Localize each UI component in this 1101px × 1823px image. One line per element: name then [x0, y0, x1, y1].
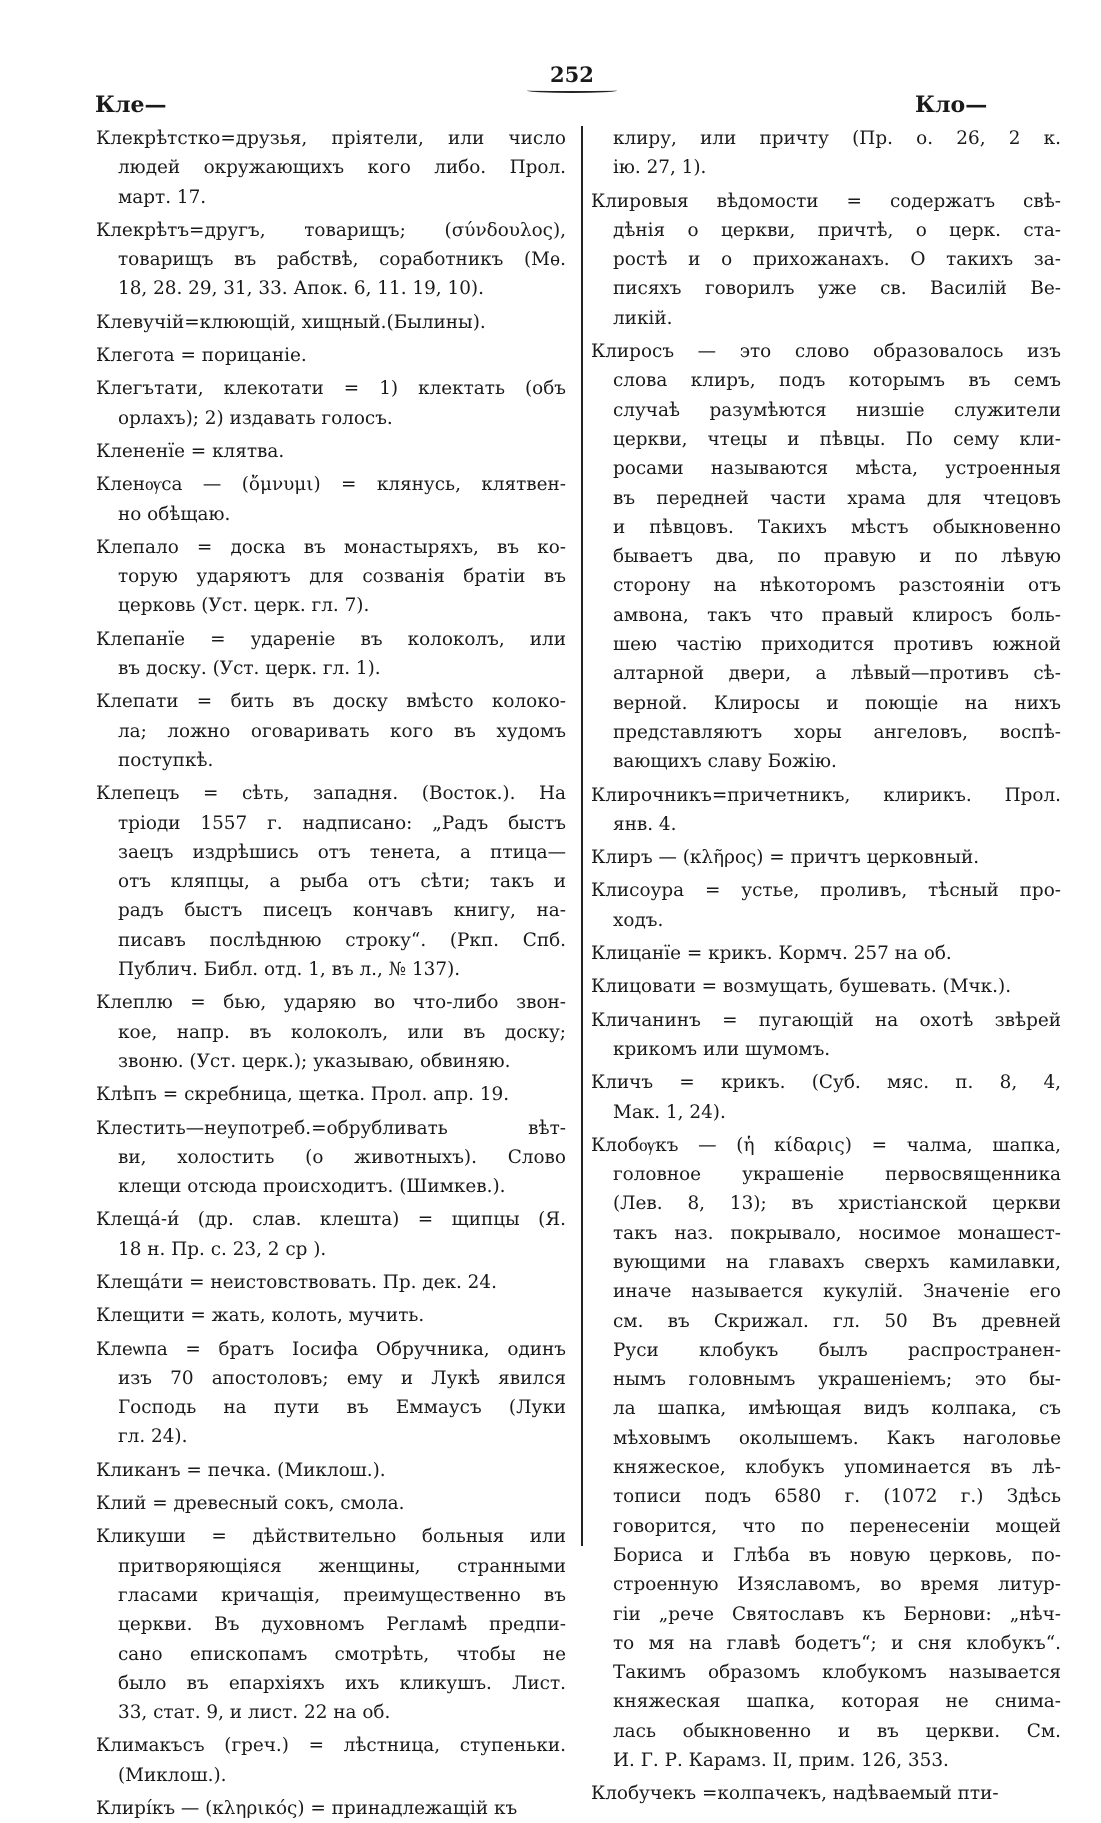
entry-line: ростѣ и о прихожанахъ. О такихъ за- [613, 249, 1061, 271]
page-number: 252 [550, 62, 594, 87]
entry-line: дѣнія о церкви, причтѣ, о церк. ста- [613, 219, 1061, 241]
entry-line: было въ епархіяхъ ихъ кликушъ. Лист. [118, 1672, 566, 1694]
entry-line: ви, холостить (о животныхъ). Слово [118, 1146, 566, 1168]
entry-line: и пѣвцовъ. Такихъ мѣстъ обыкновенно [613, 516, 1061, 538]
entry-line: 33, стат. 9, и лист. 22 на об. [118, 1702, 391, 1724]
entry-headline: Клий = древесный сокъ, смола. [96, 1493, 405, 1515]
entry-headline: Клененїе = клятва. [96, 440, 285, 462]
entry-line: говорится, что по перенесеніи мощей [613, 1515, 1061, 1537]
entry-headline: Клирочникъ=причетникъ, клирикъ. Прол. [591, 784, 1061, 806]
entry-headline: Климакъсъ (греч.) = лѣстница, ступеньки. [96, 1735, 566, 1757]
dictionary-entry [96, 1794, 566, 1823]
entry-line: ла шапка, имѣющая видъ колпака, съ [613, 1398, 1061, 1420]
entry-headline: Клировыя вѣдомости = содержатъ свѣ- [591, 190, 1061, 212]
entry-line: случаѣ разумѣются низшіе служители [613, 399, 1061, 421]
entry-headline: Клещáти = неистовствовать. Пр. дек. 24. [96, 1271, 497, 1293]
entry-line: 18 н. Пр. с. 23, 2 ср ). [118, 1238, 327, 1260]
entry-line: И. Г. Р. Карамз. II, прим. 126, 353. [613, 1750, 949, 1772]
entry-line: княжеское, клобукъ упоминается въ лѣ- [613, 1457, 1061, 1479]
entry-headline: Клиръ — (κλῆρος) = причтъ церковный. [591, 847, 980, 869]
entry-line: Публич. Библ. отд. 1, въ л., № 137). [118, 959, 461, 981]
entry-line: церковь (Уст. церк. гл. 7). [118, 595, 370, 617]
entry-headline: Клобучекъ =колпачекъ, надѣваемый пти- [591, 1783, 999, 1805]
dictionary-entry [96, 1456, 566, 1485]
entry-headline: Клекрѣтстко=друзья, пріятели, или число [96, 128, 566, 149]
entry-line: звоню. (Уст. церк.); указываю, обвиняю. [118, 1050, 511, 1072]
entry-headline: Клицовати = возмущать, бушевать. (Мчк.). [591, 976, 1012, 998]
right-column [591, 124, 1061, 1809]
entry-line: вающихъ славу Божію. [613, 751, 837, 773]
entry-line: то мя на главѣ бодетъ“; и сня клобукъ“. [613, 1632, 1061, 1654]
running-head-left: Кле— [95, 92, 167, 118]
entry-line: тописи подъ 6580 г. (1072 г.) Здѣсь [613, 1486, 1061, 1508]
entry-line: росами называются мѣста, устроенныя [613, 458, 1061, 480]
dictionary-entry [96, 1205, 566, 1264]
entry-line: Руси клобукъ былъ распространен- [613, 1339, 1061, 1361]
entry-headline: Кликанъ = печка. (Миклош.). [96, 1459, 386, 1481]
entry-headline: Клицанїе = крикъ. Кормч. 257 на об. [591, 943, 952, 965]
entry-headline: Клещá-и́ (др. слав. клешта) = щипцы (Я. [96, 1209, 566, 1231]
entry-line: людей окружающихъ кого либо. Прол. [118, 157, 566, 179]
entry-line: заецъ издрѣшись отъ тенета, а птица— [118, 841, 566, 863]
entry-line: ходъ. [613, 909, 664, 931]
entry-headline: Клекрѣтъ=другъ, товарищъ; (σύνδουλος), [96, 219, 566, 241]
dictionary-entry [591, 876, 1061, 935]
entry-line: Господь на пути въ Еммаусъ (Луки [118, 1397, 566, 1419]
entry-line: бываетъ два, по правую и по лѣвую [613, 546, 1061, 568]
entry-headline: Клиросъ — это слово образовалось изъ [591, 341, 1061, 363]
column-divider [581, 126, 583, 1546]
entry-headline: Клобѹкъ — (ἡ κίδαρις) = чалма, шапка, [591, 1134, 1061, 1156]
entry-headline: Клепало = доска въ монастыряхъ, въ ко- [96, 536, 566, 558]
entry-headline: Клепецъ = сѣть, западня. (Восток.). На [96, 783, 566, 805]
dictionary-entry [96, 308, 566, 337]
entry-line: гіи „рече Святославъ къ Бернови: „нѣч- [613, 1603, 1061, 1625]
entry-headline: Клепати = бить въ доску вмѣсто колоко- [96, 691, 566, 713]
entry-line: шею частію приходится противъ южной [613, 634, 1061, 656]
entry-line: слова клиръ, подъ которымъ въ семъ [613, 370, 1061, 392]
dictionary-entry [96, 1522, 566, 1727]
dictionary-entry [96, 374, 566, 433]
entry-line: церкви, чтецы и пѣвцы. По сему кли- [613, 428, 1061, 450]
dictionary-entry [96, 470, 566, 529]
dictionary-entry [96, 1301, 566, 1330]
entry-line: изъ 70 апостоловъ; ему и Лукѣ явился [118, 1367, 566, 1389]
dictionary-entry [591, 1779, 1061, 1808]
dictionary-entry [591, 187, 1061, 333]
entry-headline: Клегота = порицаніе. [96, 345, 307, 367]
entry-line: тріоди 1557 г. надписано: „Радъ быстъ [118, 812, 566, 834]
entry-line: кое, напр. въ колоколъ, или въ доску; [118, 1021, 566, 1043]
dictionary-entry [96, 341, 566, 370]
dictionary-entry [591, 972, 1061, 1001]
entry-line: строенную Изяславомъ, во время литур- [613, 1574, 1061, 1596]
entry-line: въ передней части храма для чтецовъ [613, 487, 1061, 509]
entry-line: церкви. Въ духовномъ Регламѣ предпи- [118, 1614, 566, 1636]
dictionary-entry [96, 437, 566, 466]
dictionary-entry [591, 1006, 1061, 1065]
dictionary-entry [591, 781, 1061, 840]
entry-headline: Клестить—неупотреб.=обрубливать вѣт- [96, 1117, 566, 1139]
entry-line: гл. 24). [118, 1426, 188, 1448]
dictionary-entry [96, 533, 566, 621]
entry-line: княжеская шапка, которая не снима- [613, 1691, 1061, 1713]
entry-line: отъ кляпцы, а рыба отъ сѣти; такъ и [118, 871, 566, 893]
entry-headline: Клевучій=клюющій, хищный.(Былины). [96, 311, 486, 333]
entry-headline: Клегътати, клекотати = 1) клектать (объ [96, 378, 566, 400]
entry-line: въ доску. (Уст. церк. гл. 1). [118, 658, 381, 680]
entry-headline: Клѣпъ = скребница, щетка. Прол. апр. 19. [96, 1084, 510, 1106]
entry-line: орлахъ); 2) издавать голосъ. [118, 407, 393, 429]
entry-line: ла; ложно оговаривать кого въ худомъ [118, 720, 566, 742]
entry-line: март. 17. [118, 186, 207, 208]
dictionary-entry [96, 1489, 566, 1518]
entry-line: амвона, такъ что правый клиросъ боль- [613, 604, 1061, 626]
entry-line: ликій. [613, 307, 673, 329]
dictionary-entry [96, 1335, 566, 1452]
entry-line: лась обыкновенно и въ церкви. См. [613, 1720, 1061, 1742]
entry-line: Бориса и Глѣба въ новую церковь, по- [613, 1544, 1061, 1566]
entry-headline: Клещити = жать, колоть, мучить. [96, 1305, 425, 1327]
entry-line: радъ быстъ писецъ кончавъ книгу, на- [118, 900, 566, 922]
entry-headline: Кличъ = крикъ. (Суб. мяс. п. 8, 4, [591, 1072, 1061, 1094]
dictionary-entry [591, 939, 1061, 968]
entry-line: гласами кричащія, преимущественно въ [118, 1584, 566, 1606]
entry-headline: Клеѡпа = братъ Іосифа Обручника, одинъ [96, 1338, 566, 1360]
entry-line: янв. 4. [613, 813, 677, 835]
entry-line: (Миклош.). [118, 1764, 227, 1786]
entry-line: Такимъ образомъ клобукомъ называется [613, 1662, 1061, 1684]
entry-line: такъ наз. покрывало, носимое монашест- [613, 1222, 1061, 1244]
page-number-rule [527, 88, 617, 93]
dictionary-entry [591, 843, 1061, 872]
entry-headline: Кличанинъ = пугающій на охотѣ звѣрей [591, 1009, 1061, 1031]
entry-line: писавъ послѣднюю строку“. (Ркп. Спб. [118, 929, 566, 951]
entry-line: 18, 28. 29, 31, 33. Апок. 6, 11. 19, 10). [118, 278, 484, 300]
entry-line: сано епископамъ смотрѣть, чтобы не [118, 1643, 566, 1665]
entry-line: клещи отсюда происходитъ. (Шимкев.). [118, 1176, 506, 1198]
left-column [96, 124, 566, 1823]
dictionary-entry [591, 337, 1061, 776]
dictionary-entry [96, 216, 566, 304]
entry-line: см. въ Скрижал. гл. 50 Въ древней [613, 1310, 1061, 1332]
entry-headline: Кликуши = дѣйствительно больныя или [96, 1526, 566, 1548]
entry-line: представляютъ хоры ангеловъ, воспѣ- [613, 721, 1061, 743]
entry-line: поступкѣ. [118, 749, 214, 771]
entry-line: торую ударяютъ для созванія братіи въ [118, 566, 566, 588]
entry-line: иначе называется кукулій. Значеніе его [613, 1281, 1061, 1303]
entry-headline: Клеплю = бью, ударяю во что-либо звон- [96, 992, 566, 1014]
dictionary-entry [96, 988, 566, 1076]
entry-headline: Клисоура = устье, проливъ, тѣсный про- [591, 880, 1061, 902]
entry-line: верной. Клиросы и поющіе на нихъ [613, 692, 1061, 714]
entry-headline: Кленѹса — (ὄμνυμι) = клянусь, клятвен- [96, 474, 566, 496]
entry-line: но обѣщаю. [118, 503, 231, 525]
entry-line: нымъ головнымъ украшеніемъ; это бы- [613, 1369, 1061, 1391]
entry-line: вующими на главахъ сверхъ камилавки, [613, 1251, 1061, 1273]
dictionary-entry [591, 1131, 1061, 1776]
dictionary-entry [96, 1114, 566, 1202]
dictionary-entry [591, 124, 1061, 183]
dictionary-entry [96, 1080, 566, 1109]
dictionary-entry [96, 1731, 566, 1790]
dictionary-entry [96, 1268, 566, 1297]
entry-headline: Клирі́къ — (κληρικός) = принадлежащій къ [96, 1798, 518, 1820]
entry-line: писяхъ говорилъ уже св. Василій Ве- [613, 278, 1061, 300]
entry-line: крикомъ или шумомъ. [613, 1038, 831, 1060]
entry-line: товарищъ въ рабствѣ, соработникъ (Мѳ. [118, 249, 566, 271]
dictionary-entry [96, 625, 566, 684]
running-head-right: Кло— [915, 92, 988, 118]
entry-line: Мак. 1, 24). [613, 1101, 726, 1123]
entry-line: ію. 27, 1). [613, 157, 707, 179]
dictionary-entry [96, 687, 566, 775]
entry-line: алтарной двери, а лѣвый—противъ сѣ- [613, 663, 1061, 685]
entry-headline: Клепанїе = удареніе въ колоколъ, или [96, 628, 566, 650]
dictionary-entry [96, 779, 566, 984]
dictionary-entry [591, 1068, 1061, 1127]
entry-line: мѣховымъ околышемъ. Какъ наголовье [613, 1427, 1061, 1449]
entry-line: сторону на нѣкоторомъ разстояніи отъ [613, 575, 1061, 597]
dictionary-entry [96, 124, 566, 212]
entry-line: головное украшеніе первосвященника [613, 1164, 1061, 1186]
entry-line: (Лев. 8, 13); въ христіанской церкви [613, 1193, 1061, 1215]
entry-line: клиру, или причту (Пр. о. 26, 2 к. [613, 128, 1061, 149]
entry-line: притворяющіяся женщины, странными [118, 1555, 566, 1577]
